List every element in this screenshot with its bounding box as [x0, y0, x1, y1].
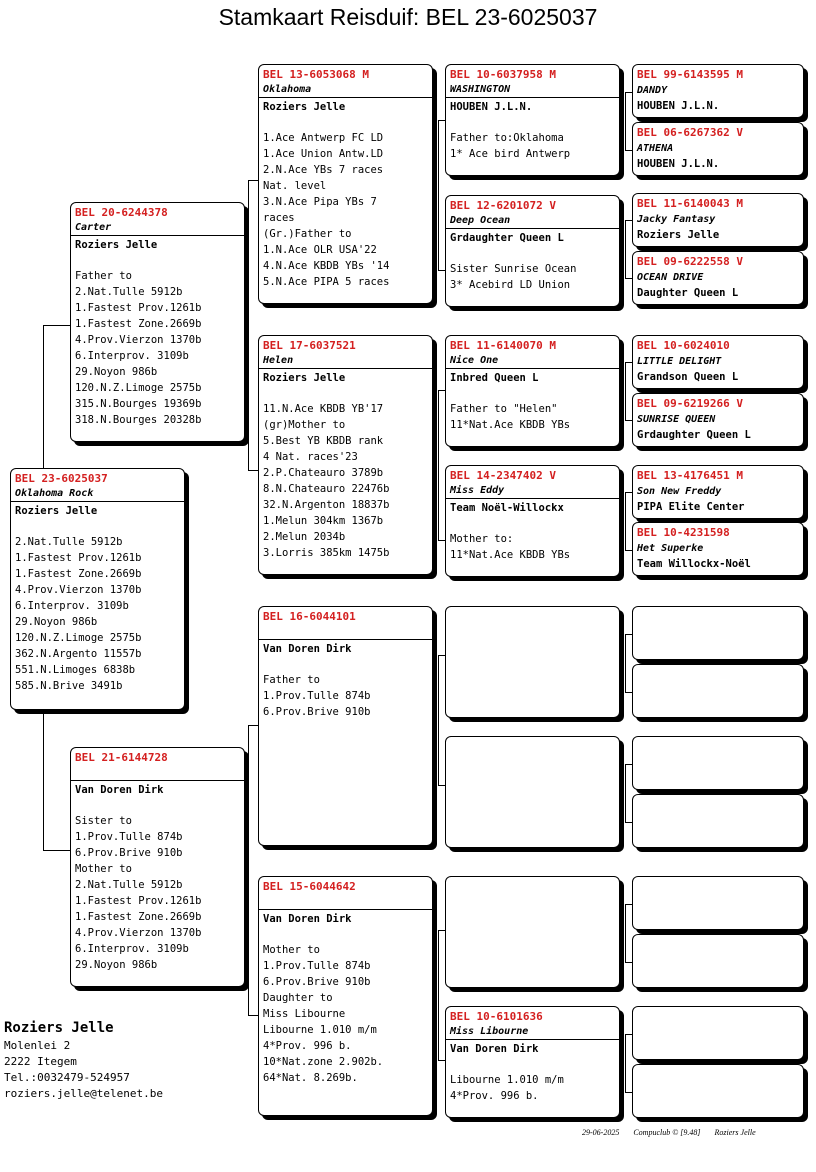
info-line: 11*Nat.Ace KBDB YBs	[450, 419, 571, 431]
ring-number: BEL 09-6219266 V	[637, 397, 743, 410]
info-line: 1.Fastest Zone.2669b	[75, 318, 202, 330]
info-line: Miss Libourne	[263, 1008, 346, 1020]
connector-line	[625, 1034, 626, 1092]
pigeon-name: Carter	[75, 222, 112, 233]
connector-line	[438, 655, 445, 656]
info-line: 6.Interprov. 3109b	[75, 943, 189, 955]
pigeon-card-subject[interactable]	[10, 468, 185, 710]
performance-list	[446, 245, 619, 293]
pigeon-card-empty	[632, 664, 804, 718]
info-line: 4.Prov.Vierzon 1370b	[75, 334, 202, 346]
connector-line	[625, 822, 632, 823]
info-line	[450, 245, 615, 261]
info-line: 4.N.Ace KBDB YBs '14	[263, 260, 390, 272]
connector-line	[438, 785, 445, 786]
owner-name: Van Doren Dirk	[446, 1039, 619, 1056]
info-line: Daughter to	[263, 992, 333, 1004]
ring-number: BEL 10-4231598	[637, 526, 730, 539]
performance-list	[11, 518, 184, 694]
pigeon-name: Helen	[263, 355, 294, 366]
pigeon-name: Nice One	[450, 355, 499, 366]
pigeon-card-empty	[632, 794, 804, 848]
info-line	[450, 1056, 615, 1072]
info-line: 2.Nat.Tulle 5912b	[75, 879, 183, 891]
connector-line	[248, 180, 249, 470]
pigeon-name: Jacky Fantasy	[637, 214, 716, 225]
ring-number: BEL 14-2347402 V	[450, 469, 556, 482]
info-line: 64*Nat. 8.269b.	[263, 1072, 358, 1084]
connector-line	[625, 362, 626, 420]
footer-software: Compuclub © [9.48]	[633, 1128, 701, 1137]
info-line: 5.N.Ace PIPA 5 races	[263, 276, 390, 288]
connector-line	[438, 120, 439, 270]
info-line	[450, 515, 615, 531]
info-line: 1.Fastest Zone.2669b	[75, 911, 202, 923]
info-line: 3.Lorris 385km 1475b	[263, 547, 390, 559]
performance-list	[259, 656, 432, 720]
performance-list	[446, 1056, 619, 1104]
info-line: 32.N.Argenton 18837b	[263, 499, 390, 511]
info-line: 1* Ace bird Antwerp	[450, 148, 571, 160]
info-line: 4*Prov. 996 b.	[263, 1040, 352, 1052]
owner-name: Van Doren Dirk	[259, 909, 432, 926]
owner-name: Roziers Jelle	[259, 368, 432, 385]
pigeon-card-maternal-grandfather[interactable]	[258, 606, 433, 846]
connector-line	[625, 362, 632, 363]
info-line: 362.N.Argento 11557b	[15, 648, 142, 660]
pigeon-card-empty	[632, 1006, 804, 1060]
info-line: 1.Prov.Tulle 874b	[75, 831, 183, 843]
info-line: 4 Nat. races'23	[263, 451, 358, 463]
ring-number: BEL 20-6244378	[75, 206, 168, 219]
owner-name: Van Doren Dirk	[71, 780, 244, 797]
info-line: Father to "Helen"	[450, 403, 558, 415]
ring-number: BEL 15-6044642	[263, 880, 356, 893]
connector-line	[625, 420, 632, 421]
connector-line	[438, 655, 439, 785]
info-line: 2.Melun 2034b	[263, 531, 346, 543]
owner-name: Roziers Jelle	[637, 229, 720, 241]
connector-line	[625, 764, 626, 822]
pigeon-card-paternal-grandmother[interactable]	[258, 335, 433, 575]
info-line: 1.Ace Antwerp FC LD	[263, 132, 384, 144]
connector-line	[625, 278, 632, 279]
connector-line	[625, 962, 632, 963]
pigeon-card-paternal-grandfather[interactable]	[258, 64, 433, 304]
info-line: 2.P.Chateauro 3789b	[263, 467, 384, 479]
pigeon-card-g4-8[interactable]	[632, 522, 804, 576]
pigeon-card-maternal-grandmother[interactable]	[258, 876, 433, 1116]
info-line: 3.N.Ace Pipa YBs 7	[263, 196, 377, 208]
breeder-info	[4, 1018, 163, 1102]
connector-line	[625, 764, 632, 765]
info-line: 8.N.Chateauro 22476b	[263, 483, 390, 495]
pigeon-card-g4-1[interactable]	[632, 64, 804, 118]
ring-number: BEL 06-6267362 V	[637, 126, 743, 139]
connector-line	[625, 550, 632, 551]
info-line: 551.N.Limoges 6838b	[15, 664, 136, 676]
info-line	[15, 518, 180, 534]
info-line: 1.Prov.Tulle 874b	[263, 690, 371, 702]
pigeon-name	[259, 894, 432, 909]
pigeon-card-empty	[445, 736, 620, 848]
pigeon-card-g4-2[interactable]	[632, 122, 804, 176]
owner-name: Team Noël-Willockx	[446, 498, 619, 515]
pigeon-card-empty	[445, 876, 620, 988]
performance-list	[446, 114, 619, 162]
breeder-name: Roziers Jelle	[4, 1020, 114, 1036]
connector-line	[625, 92, 632, 93]
info-line: Father to	[75, 270, 132, 282]
info-line: Mother to	[75, 863, 132, 875]
info-line: (gr)Mother to	[263, 419, 346, 431]
info-line: 120.N.Z.Limoge 2575b	[75, 382, 202, 394]
info-line: 318.N.Bourges 20328b	[75, 414, 202, 426]
info-line	[263, 114, 428, 130]
pigeon-card-g4-3[interactable]	[632, 193, 804, 247]
info-line: 29.Noyon 986b	[15, 616, 98, 628]
info-line: 1.Fastest Prov.1261b	[75, 302, 202, 314]
performance-list	[71, 797, 244, 973]
connector-line	[438, 1060, 445, 1061]
info-line: 2.Nat.Tulle 5912b	[75, 286, 183, 298]
pigeon-name: Miss Libourne	[450, 1026, 529, 1037]
breeder-street: Molenlei 2	[4, 1039, 71, 1052]
info-line: 6.Prov.Brive 910b	[263, 976, 371, 988]
connector-line	[248, 725, 258, 726]
info-line: Father to	[263, 674, 320, 686]
info-line	[75, 797, 240, 813]
pigeon-card-ggp-8[interactable]	[445, 1006, 620, 1118]
connector-line	[625, 92, 626, 150]
ring-number: BEL 16-6044101	[263, 610, 356, 623]
owner-name: Roziers Jelle	[11, 501, 184, 518]
info-line: 11*Nat.Ace KBDB YBs	[450, 549, 571, 561]
info-line: 120.N.Z.Limoge 2575b	[15, 632, 142, 644]
pigeon-name: Oklahoma Rock	[15, 488, 94, 499]
pigeon-name: ATHENA	[637, 143, 674, 154]
ring-number: BEL 09-6222558 V	[637, 255, 743, 268]
breeder-email[interactable]: roziers.jelle@telenet.be	[4, 1087, 163, 1100]
connector-line	[438, 930, 445, 931]
info-line: Libourne 1.010 m/m	[450, 1074, 564, 1086]
pigeon-card-empty	[632, 934, 804, 988]
owner-name: Grdaughter Queen L	[446, 228, 619, 245]
info-line	[263, 656, 428, 672]
ring-number: BEL 11-6140043 M	[637, 197, 743, 210]
ring-number: BEL 13-6053068 M	[263, 68, 369, 81]
connector-line	[625, 1034, 632, 1035]
owner-name: HOUBEN J.L.N.	[446, 97, 619, 114]
connector-line	[625, 492, 626, 550]
info-line: 29.Noyon 986b	[75, 959, 158, 971]
pigeon-card-g4-5[interactable]	[632, 335, 804, 389]
performance-list	[71, 252, 244, 428]
pigeon-name: OCEAN DRIVE	[637, 272, 704, 283]
ring-number: BEL 11-6140070 M	[450, 339, 556, 352]
footer	[582, 1128, 768, 1137]
info-line	[450, 114, 615, 130]
info-line: Libourne 1.010 m/m	[263, 1024, 377, 1036]
info-line: 1.Fastest Zone.2669b	[15, 568, 142, 580]
performance-list	[259, 926, 432, 1086]
info-line	[75, 252, 240, 268]
connector-line	[625, 220, 632, 221]
pigeon-name: Son New Freddy	[637, 486, 722, 497]
owner-name: Roziers Jelle	[71, 235, 244, 252]
info-line: 4.Prov.Vierzon 1370b	[15, 584, 142, 596]
info-line: 1.Fastest Prov.1261b	[15, 552, 142, 564]
owner-name: PIPA Elite Center	[637, 501, 745, 513]
connector-line	[43, 850, 70, 851]
info-line: 6.Interprov. 3109b	[15, 600, 129, 612]
info-line: 1.Prov.Tulle 874b	[263, 960, 371, 972]
ring-number: BEL 23-6025037	[15, 472, 108, 485]
ring-number: BEL 99-6143595 M	[637, 68, 743, 81]
breeder-phone: Tel.:0032479-524957	[4, 1071, 130, 1084]
pigeon-name	[259, 624, 432, 639]
info-line: 5.Best YB KBDB rank	[263, 435, 384, 447]
connector-line	[438, 930, 439, 1060]
connector-line	[625, 1092, 632, 1093]
pigeon-card-g4-7[interactable]	[632, 465, 804, 519]
connector-line	[625, 150, 632, 151]
pigeon-name: LITTLE DELIGHT	[637, 356, 722, 367]
connector-line	[625, 634, 632, 635]
owner-name: Van Doren Dirk	[259, 639, 432, 656]
owner-name: Daughter Queen L	[637, 287, 739, 299]
performance-list	[446, 515, 619, 563]
info-line: 29.Noyon 986b	[75, 366, 158, 378]
connector-line	[248, 470, 258, 471]
info-line: 1.Fastest Prov.1261b	[75, 895, 202, 907]
info-line: Mother to:	[450, 533, 514, 545]
pigeon-card-g4-6[interactable]	[632, 393, 804, 447]
info-line: Sister to	[75, 815, 132, 827]
info-line: 6.Prov.Brive 910b	[75, 847, 183, 859]
performance-list	[446, 385, 619, 433]
pigeon-name	[71, 765, 244, 780]
info-line	[263, 385, 428, 401]
pigeon-card-ggp-4[interactable]	[445, 465, 620, 577]
pigeon-card-father[interactable]	[70, 202, 245, 442]
connector-line	[625, 220, 626, 278]
owner-name: HOUBEN J.L.N.	[637, 100, 720, 112]
pigeon-card-ggp-1[interactable]	[445, 64, 620, 176]
connector-line	[248, 725, 249, 1015]
connector-line	[43, 325, 44, 468]
connector-line	[625, 492, 632, 493]
ring-number: BEL 12-6201072 V	[450, 199, 556, 212]
pigeon-name: Oklahoma	[263, 84, 312, 95]
connector-line	[248, 1015, 258, 1016]
info-line: 4.Prov.Vierzon 1370b	[75, 927, 202, 939]
info-line: Sister Sunrise Ocean	[450, 263, 577, 275]
ring-number: BEL 17-6037521	[263, 339, 356, 352]
pigeon-card-ggp-2[interactable]	[445, 195, 620, 307]
breeder-city: 2222 Itegem	[4, 1055, 77, 1068]
connector-line	[625, 634, 626, 692]
pigeon-card-empty	[632, 1064, 804, 1118]
info-line: 6.Interprov. 3109b	[75, 350, 189, 362]
owner-name: Roziers Jelle	[259, 97, 432, 114]
info-line: 585.N.Brive 3491b	[15, 680, 123, 692]
connector-line	[248, 180, 258, 181]
pigeon-card-mother[interactable]	[70, 747, 245, 987]
pigeon-card-empty	[632, 606, 804, 660]
info-line: 315.N.Bourges 19369b	[75, 398, 202, 410]
connector-line	[438, 540, 445, 541]
pigeon-card-empty	[632, 736, 804, 790]
owner-name: Team Willockx-Noël	[637, 558, 751, 570]
footer-date: 29-06-2025	[582, 1128, 620, 1137]
info-line: 2.Nat.Tulle 5912b	[15, 536, 123, 548]
connector-line	[438, 390, 439, 540]
info-line: 3* Acebird LD Union	[450, 279, 571, 291]
connector-line	[438, 120, 445, 121]
info-line: races	[263, 212, 295, 224]
owner-name: Grdaughter Queen L	[637, 429, 751, 441]
info-line: 1.N.Ace OLR USA'22	[263, 244, 377, 256]
footer-user: Roziers Jelle	[714, 1128, 756, 1137]
performance-list	[259, 385, 432, 561]
owner-name: Grandson Queen L	[637, 371, 739, 383]
owner-name: Inbred Queen L	[446, 368, 619, 385]
info-line: Nat. level	[263, 180, 327, 192]
ring-number: BEL 10-6024010	[637, 339, 730, 352]
owner-name: HOUBEN J.L.N.	[637, 158, 720, 170]
ring-number: BEL 10-6037958 M	[450, 68, 556, 81]
page-title: Stamkaart Reisduif: BEL 23-6025037	[218, 4, 598, 30]
connector-line	[625, 692, 632, 693]
connector-line	[438, 270, 445, 271]
pigeon-name: Deep Ocean	[450, 215, 511, 226]
info-line: 4*Prov. 996 b.	[450, 1090, 539, 1102]
info-line: 1.Melun 304km 1367b	[263, 515, 384, 527]
pigeon-name: SUNRISE QUEEN	[637, 414, 716, 425]
pigeon-name: Het Superke	[637, 543, 704, 554]
pigeon-card-empty	[445, 606, 620, 718]
performance-list	[259, 114, 432, 290]
pigeon-card-empty	[632, 876, 804, 930]
info-line: 10*Nat.zone 2.902b.	[263, 1056, 384, 1068]
info-line	[263, 926, 428, 942]
ring-number: BEL 21-6144728	[75, 751, 168, 764]
ring-number: BEL 13-4176451 M	[637, 469, 743, 482]
pigeon-card-ggp-3[interactable]	[445, 335, 620, 447]
connector-line	[625, 904, 632, 905]
pigeon-name: Miss Eddy	[450, 485, 505, 496]
connector-line	[438, 390, 445, 391]
pigeon-name: DANDY	[637, 85, 668, 96]
info-line: (Gr.)Father to	[263, 228, 352, 240]
connector-line	[625, 904, 626, 962]
info-line: 2.N.Ace YBs 7 races	[263, 164, 384, 176]
ring-number: BEL 10-6101636	[450, 1010, 543, 1023]
connector-line	[43, 325, 70, 326]
info-line	[450, 385, 615, 401]
pigeon-name: WASHINGTON	[450, 84, 511, 95]
info-line: 1.Ace Union Antw.LD	[263, 148, 384, 160]
info-line: Father to:Oklahoma	[450, 132, 564, 144]
connector-line	[43, 710, 44, 850]
pigeon-card-g4-4[interactable]	[632, 251, 804, 305]
info-line: 6.Prov.Brive 910b	[263, 706, 371, 718]
info-line: Mother to	[263, 944, 320, 956]
info-line: 11.N.Ace KBDB YB'17	[263, 403, 384, 415]
